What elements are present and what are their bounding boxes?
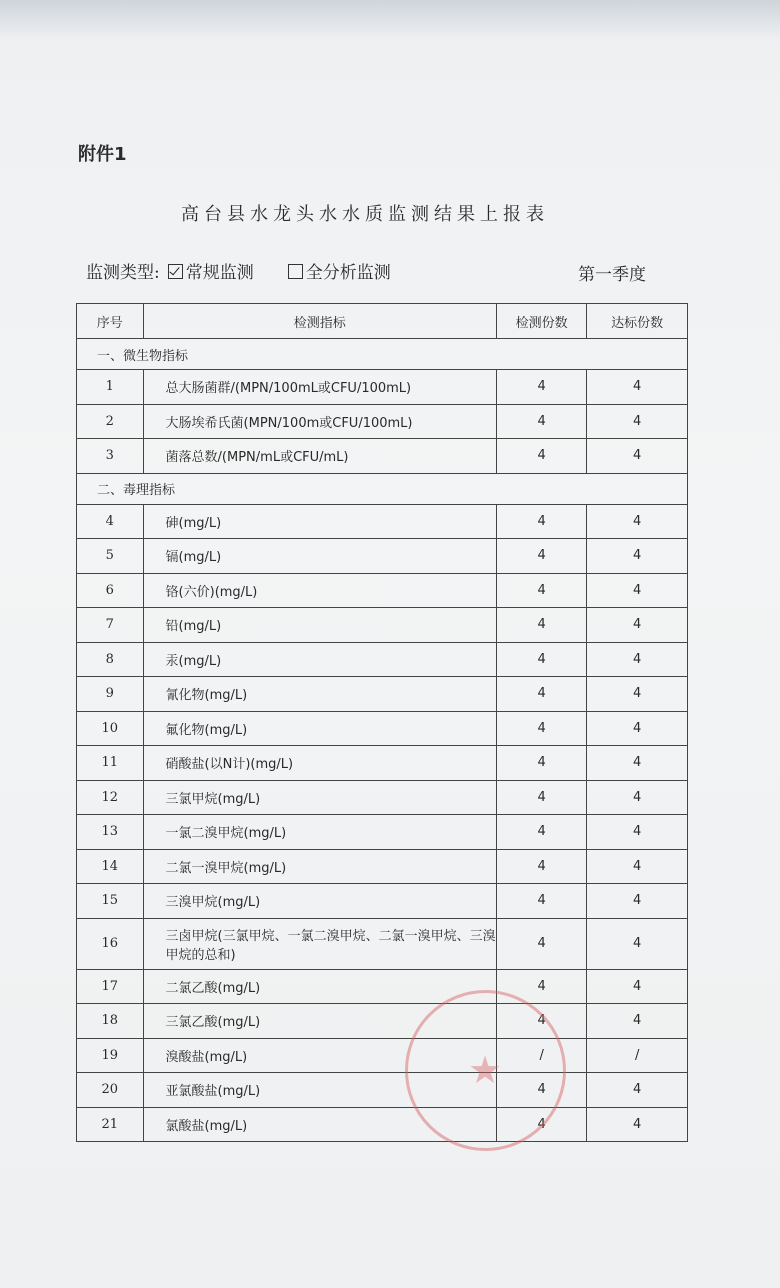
official-seal (405, 990, 566, 1151)
table-body (77, 339, 688, 1142)
row-indicator: 三氯乙酸(mg/L) (143, 1004, 497, 1039)
row-indicator: 砷(mg/L) (143, 504, 497, 539)
table-row (77, 969, 688, 1004)
table-row (77, 370, 688, 405)
seal-star-icon: ★ (468, 1048, 503, 1092)
checkbox-full-analysis (288, 264, 303, 279)
row-indicator: 三卤甲烷(三氯甲烷、一氯二溴甲烷、二氯一溴甲烷、三溴甲烷的总和) (143, 918, 497, 969)
row-number: 15 (77, 884, 144, 919)
table-row (77, 711, 688, 746)
row-number: 3 (77, 439, 144, 474)
row-number: 8 (77, 642, 144, 677)
row-passed: 4 (587, 370, 688, 405)
quarter-label: 第一季度 (578, 265, 646, 285)
row-number: 20 (77, 1073, 144, 1108)
section-title: 二、毒理指标 (77, 473, 688, 504)
option-routine: 常规监测 (185, 263, 254, 283)
row-indicator: 三氯甲烷(mg/L) (143, 780, 497, 815)
header-no: 序号 (77, 304, 144, 339)
row-tested: 4 (497, 504, 587, 539)
row-passed: 4 (587, 780, 688, 815)
table-row (77, 573, 688, 608)
table-row (77, 1107, 688, 1142)
row-tested: 4 (497, 642, 587, 677)
row-number: 12 (77, 780, 144, 815)
row-passed: 4 (587, 1004, 688, 1039)
table-row (77, 677, 688, 712)
row-tested: 4 (497, 608, 587, 643)
row-number: 4 (77, 504, 144, 539)
table-row (77, 1038, 688, 1073)
row-number: 13 (77, 815, 144, 850)
table-row (77, 1004, 688, 1039)
row-number: 2 (77, 404, 144, 439)
row-tested: 4 (497, 969, 587, 1004)
row-passed: 4 (587, 504, 688, 539)
row-tested: 4 (497, 1073, 587, 1108)
table-row (77, 1073, 688, 1108)
row-indicator: 一氯二溴甲烷(mg/L) (143, 815, 497, 850)
row-number: 1 (77, 370, 144, 405)
row-tested: 4 (497, 370, 587, 405)
row-number: 17 (77, 969, 144, 1004)
checkbox-routine (168, 264, 183, 279)
row-passed: 4 (587, 1107, 688, 1142)
results-table (76, 303, 688, 1142)
row-indicator: 二氯乙酸(mg/L) (143, 969, 497, 1004)
table-row (77, 504, 688, 539)
row-passed: 4 (587, 815, 688, 850)
table-row (77, 780, 688, 815)
row-number: 10 (77, 711, 144, 746)
row-passed: 4 (587, 711, 688, 746)
table-row (77, 404, 688, 439)
row-indicator: 镉(mg/L) (143, 539, 497, 574)
row-passed: 4 (587, 439, 688, 474)
row-passed: 4 (587, 969, 688, 1004)
row-number: 18 (77, 1004, 144, 1039)
row-indicator: 汞(mg/L) (143, 642, 497, 677)
table-row (77, 642, 688, 677)
row-passed: 4 (587, 404, 688, 439)
row-tested: 4 (497, 849, 587, 884)
table-row (77, 815, 688, 850)
section-row (77, 339, 688, 370)
row-number: 11 (77, 746, 144, 781)
row-tested: 4 (497, 711, 587, 746)
header-indicator: 检测指标 (143, 304, 497, 339)
table-header-row (77, 304, 688, 339)
row-indicator: 亚氯酸盐(mg/L) (143, 1073, 497, 1108)
row-tested: 4 (497, 746, 587, 781)
row-tested: 4 (497, 815, 587, 850)
option-full-analysis: 全分析监测 (305, 263, 391, 283)
row-tested: 4 (497, 439, 587, 474)
row-number: 7 (77, 608, 144, 643)
row-passed: 4 (587, 1073, 688, 1108)
table-row (77, 884, 688, 919)
row-passed: 4 (587, 642, 688, 677)
row-indicator: 菌落总数/(MPN/mL或CFU/mL) (143, 439, 497, 474)
row-indicator: 三溴甲烷(mg/L) (143, 884, 497, 919)
row-passed: 4 (587, 849, 688, 884)
row-tested: 4 (497, 677, 587, 712)
row-indicator: 二氯一溴甲烷(mg/L) (143, 849, 497, 884)
row-passed: 4 (587, 573, 688, 608)
row-passed: 4 (587, 608, 688, 643)
annex-label: 附件1 (78, 144, 127, 165)
header-tested: 检测份数 (497, 304, 587, 339)
section-title: 一、微生物指标 (77, 339, 688, 370)
row-number: 14 (77, 849, 144, 884)
row-number: 9 (77, 677, 144, 712)
table-row (77, 539, 688, 574)
row-tested: 4 (497, 1107, 587, 1142)
row-passed: 4 (587, 539, 688, 574)
row-number: 16 (77, 918, 144, 969)
row-tested: 4 (497, 884, 587, 919)
monitor-type (86, 258, 391, 283)
row-tested: 4 (497, 404, 587, 439)
row-passed: 4 (587, 746, 688, 781)
row-passed: 4 (587, 677, 688, 712)
table-row (77, 918, 688, 969)
row-number: 5 (77, 539, 144, 574)
report-title: 高台县水龙头水水质监测结果上报表 (181, 204, 549, 225)
section-row (77, 473, 688, 504)
row-passed: / (587, 1038, 688, 1073)
row-indicator: 氯酸盐(mg/L) (143, 1107, 497, 1142)
monitor-type-label: 监测类型: (86, 263, 160, 283)
row-indicator: 硝酸盐(以N计)(mg/L) (143, 746, 497, 781)
row-indicator: 大肠埃希氏菌(MPN/100m或CFU/100mL) (143, 404, 497, 439)
row-number: 21 (77, 1107, 144, 1142)
row-number: 6 (77, 573, 144, 608)
row-number: 19 (77, 1038, 144, 1073)
row-passed: 4 (587, 918, 688, 969)
table-row (77, 746, 688, 781)
table-row (77, 439, 688, 474)
row-indicator: 溴酸盐(mg/L) (143, 1038, 497, 1073)
row-tested: 4 (497, 780, 587, 815)
row-passed: 4 (587, 884, 688, 919)
header-passed: 达标份数 (587, 304, 688, 339)
row-tested: 4 (497, 1004, 587, 1039)
row-indicator: 总大肠菌群/(MPN/100mL或CFU/100mL) (143, 370, 497, 405)
row-tested: / (497, 1038, 587, 1073)
row-tested: 4 (497, 539, 587, 574)
row-tested: 4 (497, 918, 587, 969)
table-row (77, 608, 688, 643)
table-row (77, 849, 688, 884)
row-indicator: 氟化物(mg/L) (143, 711, 497, 746)
row-indicator: 氰化物(mg/L) (143, 677, 497, 712)
row-indicator: 铬(六价)(mg/L) (143, 573, 497, 608)
page-shadow (0, 0, 780, 40)
row-tested: 4 (497, 573, 587, 608)
row-indicator: 铅(mg/L) (143, 608, 497, 643)
